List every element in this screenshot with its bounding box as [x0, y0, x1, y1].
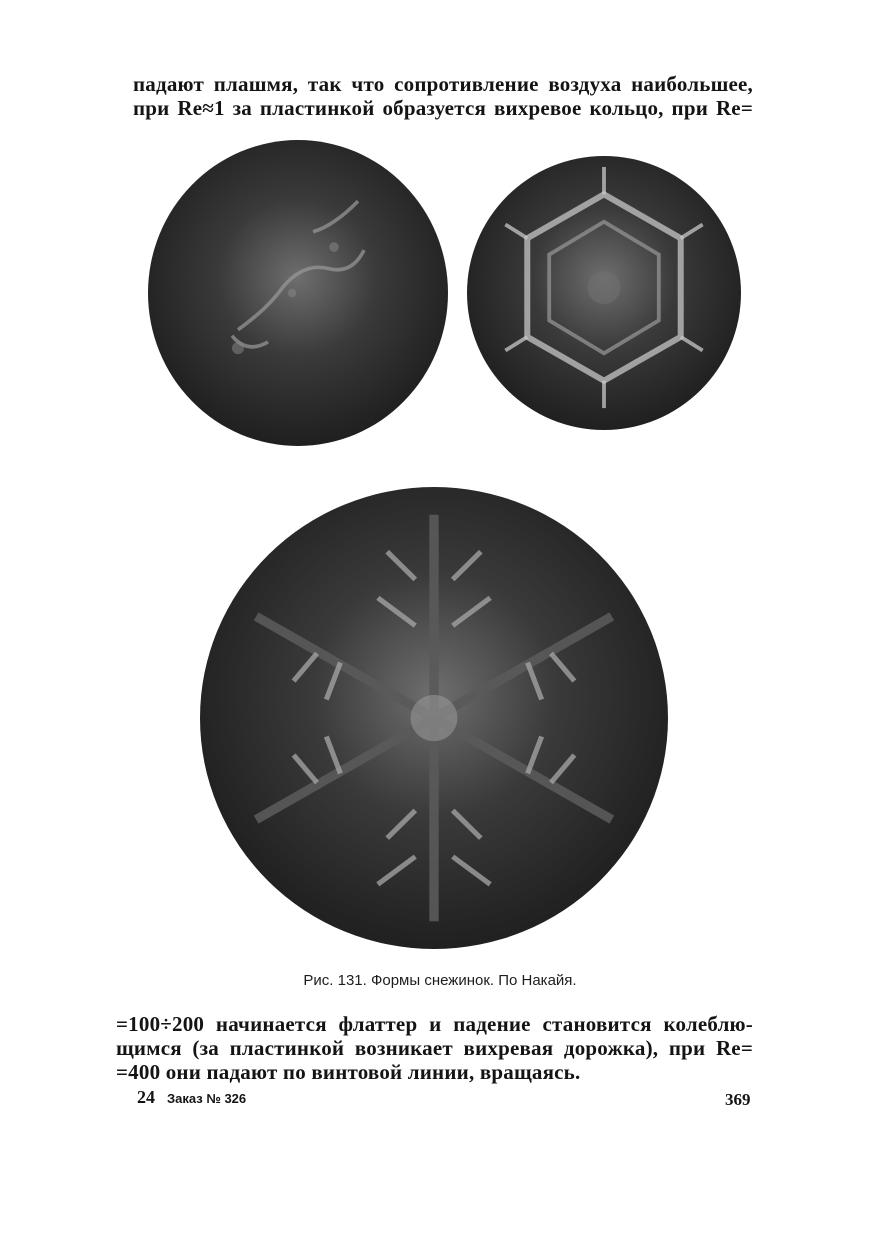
- text-line: при Re≈1 за пластинкой образуется вихревое кольцо, при Re=: [133, 96, 753, 120]
- top-paragraph: [133, 72, 753, 120]
- order-label: Заказ № 326: [167, 1091, 247, 1106]
- text-line: =400 они падают по винтовой линии, вращаясь.: [116, 1060, 581, 1084]
- figure-caption: Рис. 131. Формы снежинок. По Накайя.: [303, 972, 577, 989]
- bottom-paragraph: [116, 1012, 753, 1084]
- text-line: щимся (за пластинкой возникает вихревая дорожка), при Re=: [116, 1036, 753, 1060]
- hexagonal-snowflake-photo: [467, 156, 741, 430]
- snowflake-photo-plate: [148, 140, 448, 446]
- dendritic-snowflake-photo: [200, 487, 668, 949]
- signature-number: 24: [137, 1087, 155, 1107]
- printer-signature: [137, 1087, 246, 1108]
- page-number: 369: [725, 1090, 751, 1109]
- text-line: =100÷200 начинается флаттер и падение становится колеблю-: [116, 1012, 753, 1036]
- text-line: падают плашмя, так что сопротивление воздуха наибольшее,: [133, 72, 753, 96]
